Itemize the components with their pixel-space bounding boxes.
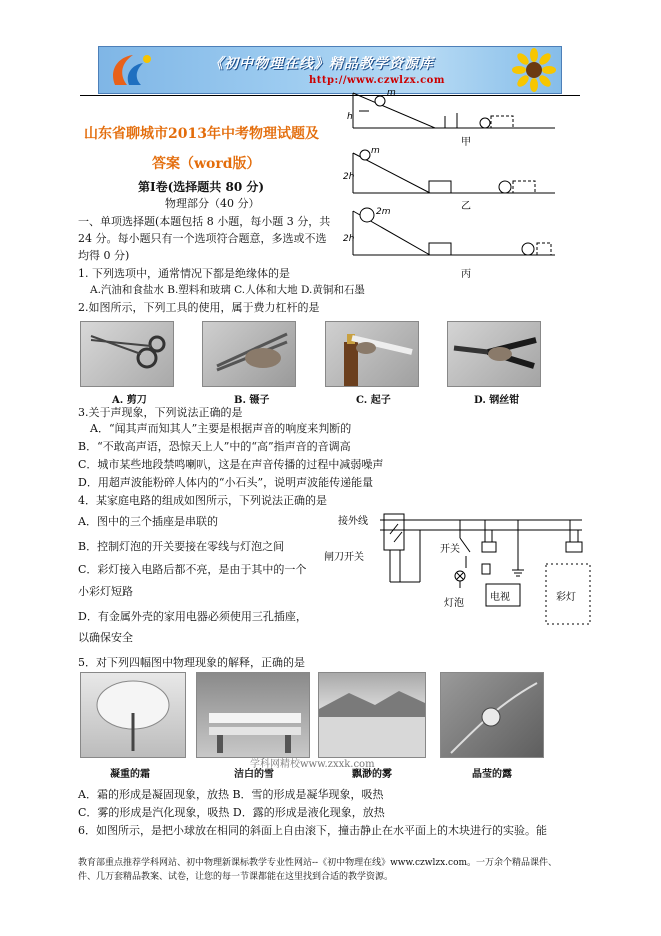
pliers-icon — [448, 322, 540, 386]
knife-switch-box — [384, 514, 404, 550]
label-switch: 开关 — [440, 544, 460, 555]
q5-caption-frost: 凝重的霜 — [110, 769, 150, 780]
q5-options-cd: C．雾的形成是汽化现象，吸热 D．露的形成是液化现象，放热 — [78, 806, 385, 819]
q4-option-d1: D．有金属外壳的家用电器必须使用三孔插座， — [78, 610, 307, 623]
q4-option-d2: 以确保安全 — [78, 631, 133, 644]
bottle-opener-icon — [326, 322, 418, 386]
q5-caption-fog: 飘渺的雾 — [352, 769, 392, 780]
mass-label-1: m — [387, 88, 396, 98]
subsection-heading: 物理部分（40 分） — [165, 197, 260, 210]
q1-options: A.汽油和食盐水 B.塑料和玻璃 C.人体和大地 D.黄铜和石墨 — [90, 284, 365, 296]
height-label-1: h — [347, 112, 353, 122]
label-incoming-line: 接外线 — [338, 516, 368, 527]
height-label-2: 2h — [343, 172, 355, 182]
height-label-3: 2h — [343, 234, 355, 244]
q2-caption-d: D. 钢丝钳 — [474, 395, 520, 406]
q4-option-b: B．控制灯泡的开关要接在零线与灯泡之间 — [78, 540, 285, 553]
photo-dew-drop — [440, 672, 544, 758]
scissors-icon — [81, 322, 173, 386]
photo-scissors — [80, 321, 174, 387]
footer-line1: 教育部重点推荐学科网站、初中物理新课标教学专业性网站--《初中物理在线》www.czwlzx.com。一万余个精品课件、 — [78, 858, 558, 868]
tweezers-icon — [203, 322, 295, 386]
q2-stem: 2.如图所示，下列工具的使用，属于费力杠杆的是 — [78, 301, 320, 314]
label-tv: 电视 — [490, 592, 510, 603]
photo-fog-lake — [318, 672, 426, 758]
dew-drop-icon — [441, 673, 543, 757]
instructions-line2: 24 分。每小题只有一个选项符合题意，多选或不选 — [78, 232, 327, 245]
photo-pliers — [447, 321, 541, 387]
photo-bottle-opener — [325, 321, 419, 387]
q5-caption-dew: 晶莹的露 — [472, 769, 512, 780]
fog-lake-icon — [319, 673, 425, 757]
q4-option-c1: C．彩灯接入电路后都不亮，是由于其中的一个 — [78, 563, 307, 576]
mass-label-2: m — [371, 146, 380, 156]
q5-stem: 5．对下列四幅图中物理现象的解释，正确的是 — [78, 656, 305, 669]
page-title-line2: 答案（word版） — [152, 156, 261, 172]
banner-title: 《初中物理在线》精品教学资源库 — [209, 56, 434, 72]
circuit-diagram — [320, 512, 592, 640]
photo-frost-tree — [80, 672, 186, 758]
q2-caption-c: C. 起子 — [356, 395, 391, 406]
q4-option-c2: 小彩灯短路 — [78, 585, 133, 598]
frost-tree-icon — [81, 673, 185, 757]
instructions-line1: 一、单项选择题(本题包括 8 小题，每小题 3 分，共 — [78, 215, 331, 228]
q5-options-ab: A．霜的形成是凝固现象，放热 B．雪的形成是凝华现象，吸热 — [78, 788, 384, 801]
label-bulb: 灯泡 — [444, 598, 464, 609]
label-color-lights: 彩灯 — [556, 592, 576, 603]
q6-stem: 6．如图所示，是把小球放在相同的斜面上自由滚下，撞击静止在水平面上的木块进行的实验。能 — [78, 824, 547, 837]
q4-option-a: A．图中的三个插座是串联的 — [78, 515, 218, 528]
label-knife-switch: 闸刀开关 — [324, 552, 364, 563]
mass-label-3: 2m — [376, 207, 391, 217]
q3-option-d: D．用超声波能粉碎人体内的“小石头”，说明声波能传递能量 — [78, 476, 374, 489]
q3-option-c: C．城市某些地段禁鸣喇叭，这是在声音传播的过程中减弱噪声 — [78, 458, 384, 471]
watermark: 学科网精校www.zxxk.com — [250, 759, 375, 770]
page-title: 山东省聊城市2013年中考物理试题及 — [84, 126, 319, 142]
snow-bench-icon — [197, 673, 309, 757]
q3-option-a: A．“闻其声而知其人”主要是根据声音的响度来判断的 — [90, 422, 352, 435]
photo-snow-bench — [196, 672, 310, 758]
footer-line2: 件、几万套精品教案、试卷，让您的每一节课都能在这里找到合适的教学资源。 — [78, 872, 394, 882]
q3-stem: 3.关于声现象，下列说法正确的是 — [78, 406, 243, 419]
q2-caption-a: A. 剪刀 — [112, 395, 147, 406]
q3-option-b: B．“不敢高声语，恐惊天上人”中的“高”指声音的音调高 — [78, 440, 351, 453]
site-logo-icon — [107, 51, 157, 89]
q4-stem: 4．某家庭电路的组成如图所示，下列说法正确的是 — [78, 494, 327, 507]
q2-caption-b: B. 镊子 — [234, 395, 270, 406]
section-heading: 第Ⅰ卷(选择题共 80 分) — [138, 180, 265, 194]
banner-url[interactable]: http://www.czwlzx.com — [309, 75, 445, 86]
q5-caption-snow: 洁白的雪 — [234, 769, 274, 780]
photo-tweezers — [202, 321, 296, 387]
instructions-line3: 均得 0 分) — [78, 249, 130, 262]
q1-stem: 1. 下列选项中，通常情况下都是绝缘体的是 — [78, 267, 290, 280]
figure-label-yi: 乙 — [461, 201, 471, 212]
figure-label-jia: 甲 — [461, 137, 471, 148]
incline-figure — [345, 83, 560, 283]
figure-label-bing: 丙 — [461, 269, 471, 280]
